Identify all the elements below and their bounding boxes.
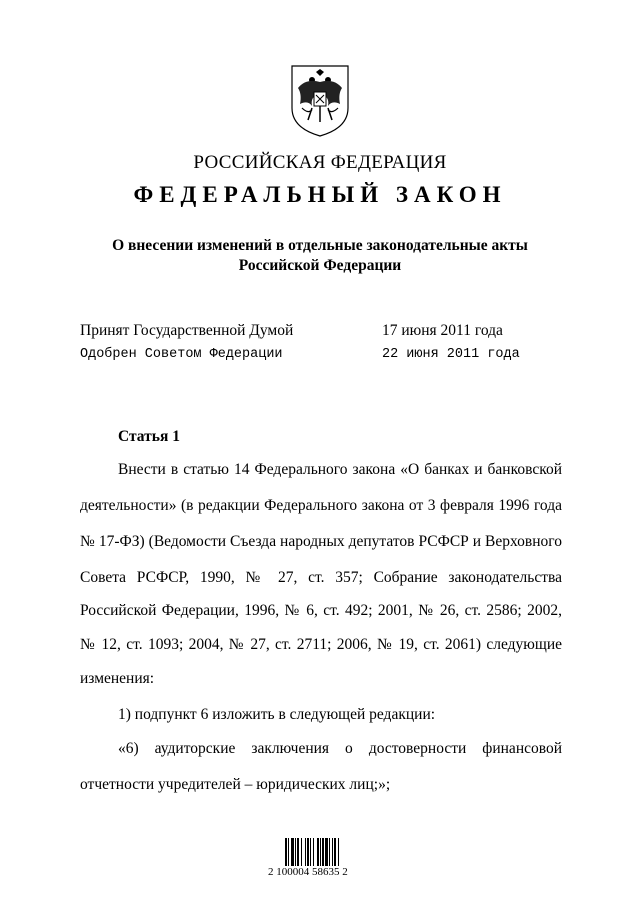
adoption-duma-label: Принят Государственной Думой (80, 322, 294, 339)
article-line: отчетности учредителей – юридических лиц;»; (80, 776, 391, 793)
article-line: изменения: (80, 670, 155, 687)
adoption-council-date: 22 июня 2011 года (382, 347, 520, 362)
barcode-number: 2 100004 58635 2 (268, 866, 348, 878)
law-title-line-1: О внесении изменений в отдельные законодательные акты (112, 237, 528, 254)
article-line: Совета РСФСР, 1990, № 27, ст. 357; Собрание законодательства (80, 569, 562, 586)
article-line: 1) подпункт 6 изложить в следующей редакции: (118, 706, 436, 723)
article-line: № 17-ФЗ) (Ведомости Съезда народных депутатов РСФСР и Верховного (80, 533, 562, 550)
article-line: Внести в статью 14 Федерального закона «О банках и банковской (118, 461, 562, 478)
document-type-heading: ФЕДЕРАЛЬНЫЙ ЗАКОН (133, 182, 507, 207)
state-emblem-icon (288, 64, 352, 138)
adoption-council-label: Одобрен Советом Федерации (80, 347, 283, 362)
article-line: «6) аудиторские заключения о достоверности финансовой (118, 740, 562, 757)
law-title-line-2: Российской Федерации (238, 257, 402, 274)
adoption-duma-date: 17 июня 2011 года (382, 322, 503, 339)
article-title: Статья 1 (118, 428, 180, 445)
country-heading: РОССИЙСКАЯ ФЕДЕРАЦИЯ (193, 152, 447, 173)
article-line: № 12, ст. 1093; 2004, № 27, ст. 2711; 2006, № 19, ст. 2061) следующие (80, 636, 562, 653)
law-title (0, 236, 640, 276)
article-line: Российской Федерации, 1996, № 6, ст. 492; 2001, № 26, ст. 2586; 2002, (80, 602, 562, 619)
article-line: деятельности» (в редакции Федерального закона от 3 февраля 1996 года (80, 497, 562, 514)
